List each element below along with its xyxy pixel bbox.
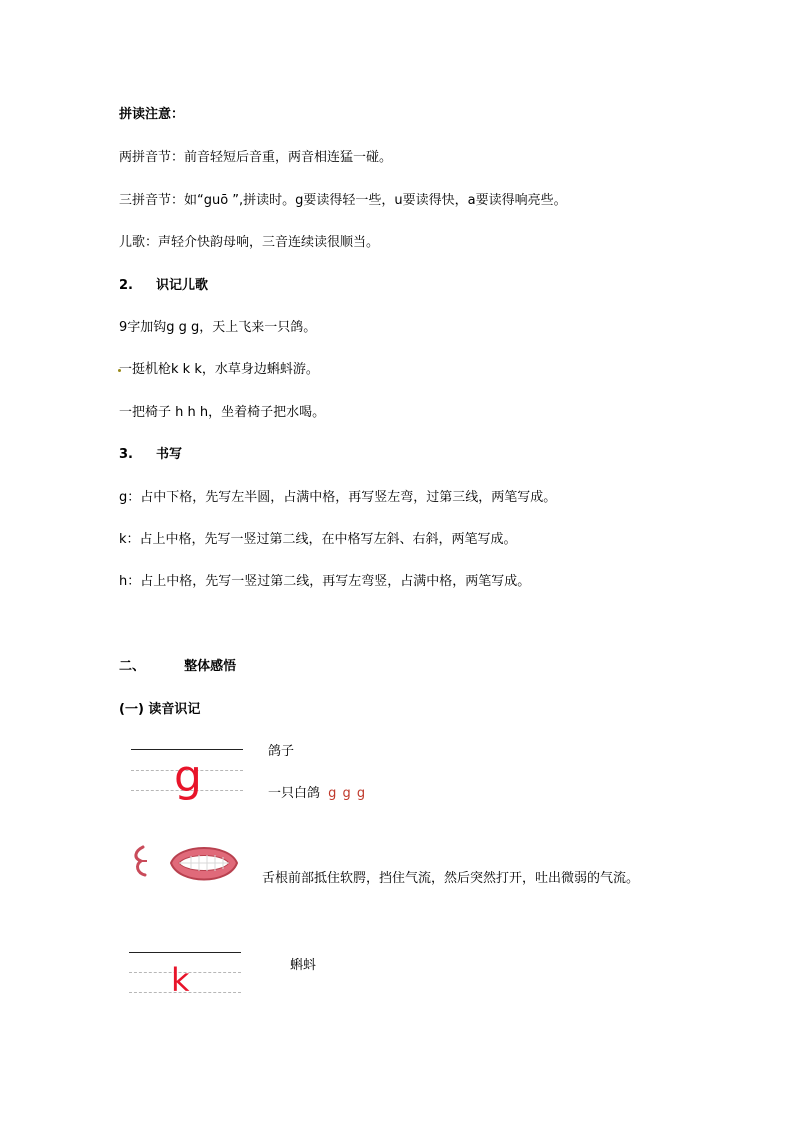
writing-g: g：占中下格，先写左半圆，占满中格，再写竖左弯，过第三线，两笔写成。	[119, 490, 557, 505]
spelling-heading: 拼读注意：	[119, 107, 185, 122]
section-3-number: 3.	[119, 447, 133, 462]
rhyme-k: 一挺机枪k k k，水草身边蝌蚪游。	[119, 362, 319, 377]
letter-g: g	[174, 751, 202, 802]
rhyme-h: 一把椅子 h h h，坐着椅子把水喝。	[119, 405, 326, 420]
writing-k: k：占上中格，先写一竖过第二线，在中格写左斜、右斜，两笔写成。	[119, 532, 517, 547]
word-pigeon: 鸽子	[268, 744, 295, 759]
part-2-title: 整体感悟	[184, 659, 237, 674]
g-phrase	[268, 782, 366, 801]
part-2-number: 二、	[119, 659, 146, 674]
section-2-number: 2.	[119, 278, 133, 293]
writing-h: h：占上中格，先写一竖过第二线，再写左弯竖，占满中格，两笔写成。	[119, 574, 531, 589]
g-sound: g g g	[328, 786, 367, 801]
side-lips-illustration	[136, 847, 147, 875]
g-writing-grid	[131, 748, 243, 800]
section-3-title: 书写	[156, 447, 183, 462]
mouth-illustration	[121, 825, 247, 895]
pronunciation-text: 舌根前部抵住软腭，挡住气流，然后突然打开，吐出微弱的气流。	[262, 871, 640, 886]
section-3-heading	[119, 443, 182, 462]
three-syllable-rule: 三拼音节：如“guō ”,拼读时。g要读得轻一些，u要读得快，a要读得响亮些。	[119, 193, 567, 208]
word-tadpole: 蝌蚪	[290, 958, 317, 973]
rhyme-g: 9字加钩g g g，天上飞来一只鸽。	[119, 320, 317, 335]
g-phrase-text: 一只白鸽	[268, 786, 321, 801]
letter-k: k	[171, 961, 190, 999]
section-2-title: 识记儿歌	[156, 278, 209, 293]
mouth-teeth-illustration	[171, 848, 237, 880]
grid-top-line	[131, 749, 243, 750]
subsection-heading: (一) 读音识记	[119, 702, 201, 717]
two-syllable-rule: 两拼音节：前音轻短后音重，两音相连猛一碰。	[119, 150, 393, 165]
section-2-heading	[119, 274, 208, 293]
grid-top-line	[129, 952, 241, 953]
part-2-heading	[119, 655, 236, 674]
k-writing-grid	[129, 952, 241, 999]
rhyme-line: 儿歌：声轻介快韵母响，三音连续读很顺当。	[119, 235, 380, 250]
